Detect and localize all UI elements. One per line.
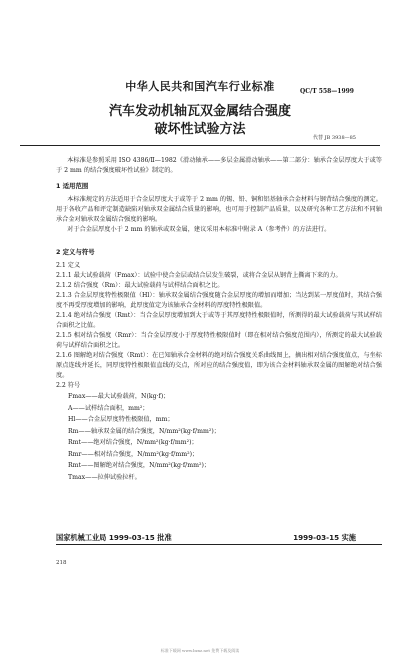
definition-2-1-4: 2.1.4 绝对结合强度（Rmt）：当合金层厚度增加到大于或等于其厚度特性极限值时，所测得的最大试验载荷与其试样结合面积之比值。 <box>56 312 382 329</box>
footer-rule <box>56 544 382 545</box>
implementation-date: 1999-03-15 实施 <box>293 533 356 542</box>
section-1 <box>56 181 382 235</box>
definition-2-1-1: 2.1.1 最大试验载荷（Fmax）：试验中使合金层或结合层发生破裂，或将合金层从钢背上撕离下来的力。 <box>56 272 342 279</box>
intro-paragraph <box>56 156 382 176</box>
symbol-list <box>56 391 382 483</box>
header-rule <box>20 145 380 146</box>
title-line-1: 汽车发动机轴瓦双金属结合强度 <box>108 104 291 119</box>
symbol-item: Rm——轴承双金属的结合强度，N/mm²(kg·f/mm²)； <box>68 427 220 435</box>
symbol-item: Hl——合金层厚度特性极限值，mm； <box>68 416 174 423</box>
watermark-text: 标准下载网 www.bzxz.net 免费下载及阅读 <box>160 648 240 653</box>
definition-2-1-2: 2.1.2 结合强度（Rm）：最大试验载荷与试样结合面积之比。 <box>56 282 224 289</box>
approval-line: 国家机械工业局 1999-03-15 批准 <box>56 533 172 542</box>
org-title: 中华人民共和国汽车行业标准 <box>125 80 275 93</box>
standard-code: QC/T 558—1999 <box>300 88 354 95</box>
section-1-paragraph-1: 本标准规定的方法适用于合金层厚度大于或等于 2 mm 的锡、铅、铜和铝基轴承合金材料与钢背结合强度的测定。用于各收产品和评定制造缺陷对轴承双金属结合质量的影响，也可用于控制产品质量，以及研究各种工艺方法和不同轴承合金对轴承双金属结合强度的影响。 <box>56 196 382 223</box>
intro-text: 本标准是参照采用 ISO 4386/Ⅱ—1982《滑动轴承——多层金属滑动轴承——第二部分：轴承合金层厚度大于或等于 2 mm 的结合强度破坏性试验》制定的。 <box>56 157 382 174</box>
definition-2-1-5: 2.1.5 相对结合强度（Rmr）：当合金层厚度小于厚度特性极限值时（即在相对结合强度范围内），所测定的最大试验载荷与试样结合面积之比。 <box>56 332 382 349</box>
section-1-paragraph-2: 对于合金层厚度小于 2 mm 的轴承或双金属，建议采用本标准中附录 A（参考件）的方法进行。 <box>67 226 331 233</box>
page-number: 218 <box>56 560 67 566</box>
symbol-item: A——试样结合面积，mm²； <box>68 404 149 412</box>
subsection-2-1: 2.1 定义 <box>56 262 81 269</box>
definition-2-1-3: 2.1.3 合金层厚度特性极限值（Hl）：轴承双金属结合强度随合金层厚度的增加而增加；当达到某一厚度值时，其结合强度不再受厚度增加的影响，此厚度值定为该轴承合金材料的厚度特性极限值。 <box>56 292 382 309</box>
symbol-item: Tmax——拉伸试验拉杆。 <box>68 473 141 481</box>
definition-2-1-6: 2.1.6 图解绝对结合强度（Rmt）：在已知轴承合金材料的绝对结合强度关系曲线图上，摘出相对结合强度值点，与坐标原点连线并延长，同厚度特性极限值直线的交点，所对应的结合强度值，即为该合金材料轴承双金属的图解绝对结合强度。 <box>56 352 382 379</box>
symbol-item: Rmt——图解绝对结合强度，N/mm²(kg·f/mm²)； <box>68 462 211 469</box>
symbol-item: Fmax——最大试验载荷，N(kg·f)； <box>68 393 170 400</box>
subsection-2-2: 2.2 符号 <box>56 382 81 389</box>
section-2 <box>56 247 382 483</box>
section-2-heading: 2 定义与符号 <box>56 248 95 256</box>
symbol-item: Rmr——相对结合强度，N/mm²(kg·f/mm²)； <box>68 450 199 458</box>
replace-note: 代替 JB 3938—85 <box>313 135 356 141</box>
symbol-item: Rmt——绝对结合强度，N/mm²(kg·f/mm²)； <box>68 439 198 446</box>
section-1-heading: 1 适用范围 <box>56 182 89 190</box>
title-line-2: 破坏性试验方法 <box>154 122 246 137</box>
